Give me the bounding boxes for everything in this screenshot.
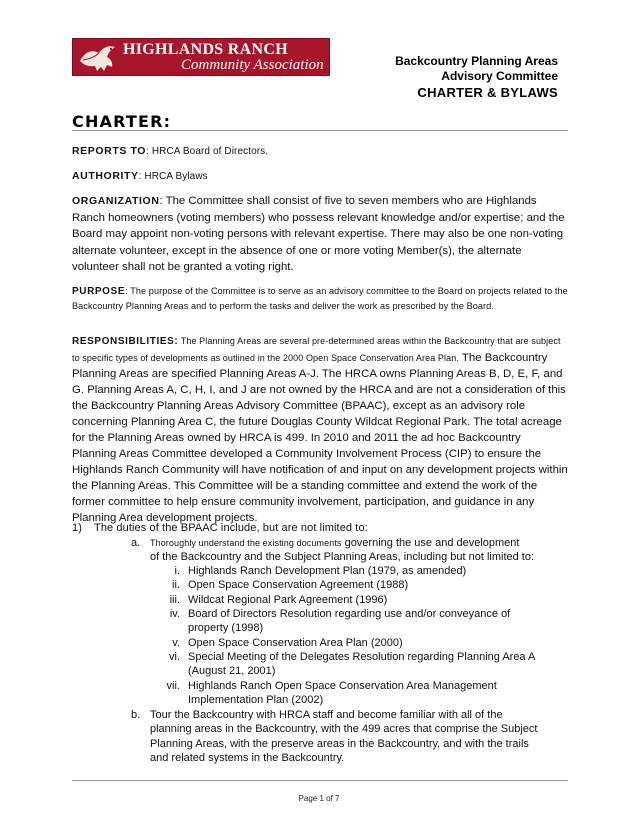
document-header (395, 54, 558, 101)
duty-b-line: Planning Areas, with the preserve areas in the Backcountry, and with the trails (150, 738, 529, 750)
purpose-paragraph (72, 284, 568, 313)
item-number: vi. (169, 651, 180, 663)
duty-b-letter: b. (131, 709, 141, 721)
duty-b-line: Tour the Backcountry with HRCA staff and become familiar with all of the (150, 709, 503, 721)
authority-label: AUTHORITY (72, 170, 139, 182)
organization-text: : The Committee shall consist of five to seven members who are Highlands Ranch homeowners (voting members) who possess relevant knowledge and/or expertise; and the Board may appoint non-voting persons with relevant expertise. There may also be one non-voting alternate volunteer, except in the absence of one or more voting Member(s), the alternate volunteer shall not be granted a voting right. (72, 195, 565, 273)
item-number: iii. (169, 594, 180, 606)
responsibilities-paragraph (72, 333, 568, 526)
purpose-label: PURPOSE (72, 286, 126, 297)
item-number: i. (174, 565, 180, 577)
duty-a-letter: a. (131, 537, 141, 549)
item-text: Wildcat Regional Park Agreement (1996) (188, 594, 388, 606)
footer-divider (72, 780, 568, 781)
duty-b-line: planning areas in the Backcountry, with the 499 acres that comprise the Subject (150, 723, 538, 735)
logo-line-2: Community Association (181, 57, 324, 73)
item-number: ii. (172, 579, 180, 591)
hrca-logo (72, 38, 330, 76)
header-line-3: CHARTER & BYLAWS (417, 85, 558, 100)
responsibilities-text: The Backcountry Planning Areas are specified Planning Areas A-J. The HRCA owns Planning Areas B, D, E, F, and G. Planning Areas A, C, H, I, and J are not owned by the HRCA and are not a consideration of this the Backcountry Planning Areas Advisory Committee (BPAAC), except as an advisory role concerning Planning Area C, the future Douglas County Wildcat Regional Park. The total acreage for the Planning Areas owned by HRCA is 499. In 2010 and 2011 the ad hoc Backcountry Planning Areas Committee developed a Community Involvement Process (CIP) to ensure the Highlands Ranch Community will have notification of and input on any development projects within the Planning Areas. This Committee will be a standing committee and extend the work of the former committee to help ensure community involvement, participation, and guidance in any Planning Area development projects. (72, 352, 568, 524)
purpose-text: : The purpose of the Committee is to serve as an advisory committee to the Board on projects related to the Backcountry Planning Areas and to perform the tasks and deliver the work as prescribed by the Board. (72, 286, 568, 311)
page-number: Page 1 of 7 (298, 794, 340, 803)
duty-a-line-1 (150, 536, 519, 551)
duties-intro: The duties of the BPAAC include, but are not limited to: (94, 522, 368, 534)
item-text-cont: (August 21, 2001) (188, 665, 276, 677)
item-text: Highlands Ranch Development Plan (1979, as amended) (188, 565, 467, 577)
duty-a-text: governing the use and development (341, 537, 520, 549)
item-number: vii. (166, 680, 180, 692)
item-text: Board of Directors Resolution regarding use and/or conveyance of (188, 608, 511, 620)
responsibilities-intro: The Planning Areas are several pre-determined areas within the Backcountry that are subject to specific types of developments as outlined in the 2000 Open Space Conservation Area Plan. (72, 336, 561, 363)
authority-text: : HRCA Bylaws (138, 171, 208, 182)
responsibilities-label: RESPONSIBILITIES: (72, 336, 179, 347)
item-number: iv. (169, 608, 180, 620)
duties-number: 1) (72, 522, 82, 534)
item-number: v. (172, 637, 180, 649)
page-title: CHARTER: (72, 112, 172, 131)
header-line-2: Advisory Committee (441, 69, 558, 83)
title-divider (72, 130, 568, 131)
reports-to-text: : HRCA Board of Directors. (146, 146, 269, 157)
duty-a-intro: Thoroughly understand the existing documents (150, 538, 342, 548)
logo-line-1: HIGHLANDS RANCH (123, 41, 288, 58)
item-text: Open Space Conservation Agreement (1988) (188, 579, 409, 591)
organization-paragraph (72, 193, 568, 276)
item-text-cont: property (1998) (188, 622, 264, 634)
item-text: Highlands Ranch Open Space Conservation Area Management (188, 680, 497, 692)
duty-a-line-2: of the Backcountry and the Subject Planning Areas, including but not limited to: (150, 551, 535, 563)
header-line-1: Backcountry Planning Areas (395, 54, 558, 68)
organization-label: ORGANIZATION (72, 195, 160, 207)
reports-to-label: REPORTS TO (72, 145, 147, 157)
pheasant-icon (77, 41, 119, 75)
item-text: Open Space Conservation Area Plan (2000) (188, 637, 403, 649)
authority-paragraph (72, 168, 568, 185)
duty-b-line: and related systems in the Backcountry. (150, 752, 345, 764)
item-text-cont: Implementation Plan (2002) (188, 694, 324, 706)
item-text: Special Meeting of the Delegates Resolution regarding Planning Area A (188, 651, 536, 663)
reports-to-paragraph (72, 143, 568, 160)
